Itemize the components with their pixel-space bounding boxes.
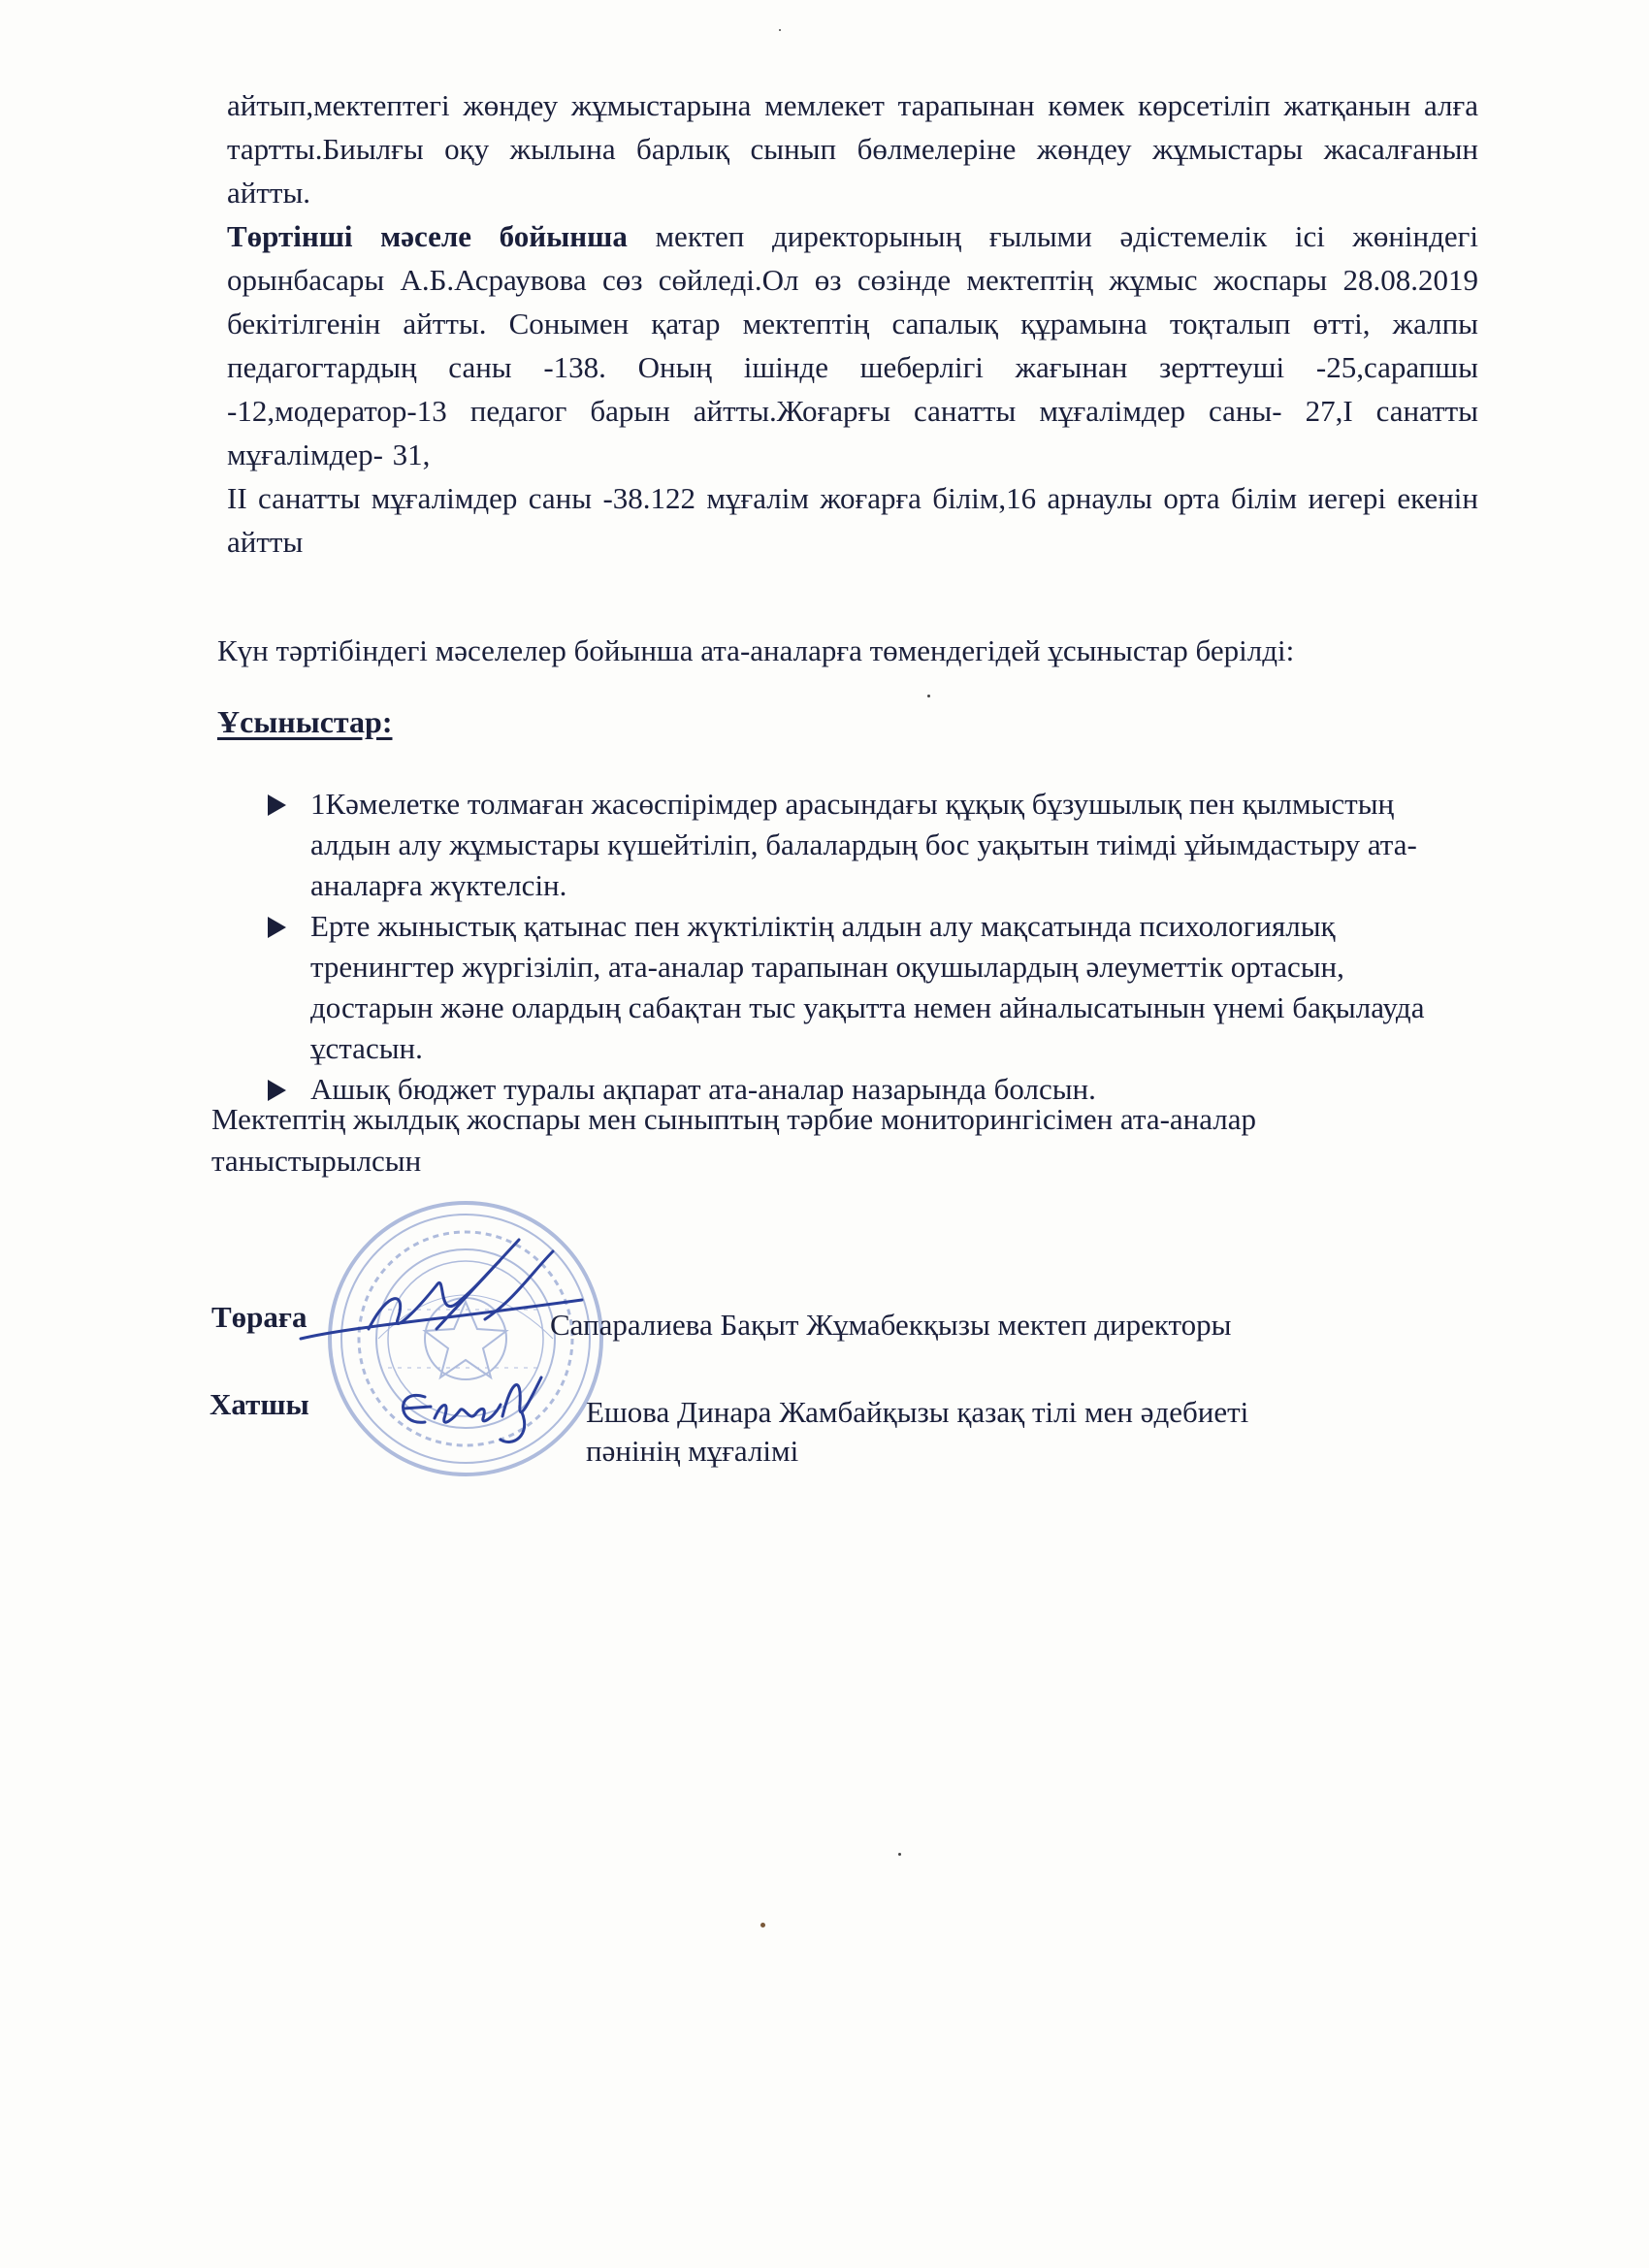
proposal-item — [268, 784, 1471, 906]
arrow-bullet-icon — [268, 794, 286, 816]
closing-paragraph: Мектептің жылдық жоспары мен сыныптың тәрбие мониторингісімен ата-аналар таныстырылсын — [211, 1102, 1257, 1178]
paragraph-fourth-issue — [227, 214, 1478, 476]
proposals-heading: Ұсыныстар: — [217, 704, 393, 739]
proposal-item — [268, 906, 1471, 1069]
proposals-list — [268, 784, 1471, 1110]
scan-speck — [760, 1923, 765, 1928]
chair-label: Төраға — [211, 1300, 307, 1334]
fourth-issue-body: мектеп директорының ғылыми әдістемелік ісі жөніндегі орынбасары А.Б.Асраувова сөз сөйледі.Ол өз сөзінде мектептің жұмыс жоспары 28.08.2019 бекітілгенін айтты. Сонымен қатар мектептің сапалық құрамына тоқталып өтті, жалпы педагогтардың саны -138. Оның ішінде шеберлігі жағынан зерттеуші -25,сарапшы -12,модератор-13 педагог барын айтты.Жоғарғы санатты мұғалімдер саны- 27,І санатты мұғалімдер- 31, — [227, 219, 1478, 471]
paragraph-renovation — [227, 83, 1478, 214]
secretary-label: Хатшы — [210, 1387, 309, 1421]
secretary-name-line1: Ешова Динара Жамбайқызы қазақ тілі мен әдебиеті — [586, 1395, 1249, 1429]
chair-signature-icon — [291, 1232, 601, 1377]
chair-name: Сапаралиева Бақыт Жұмабекқызы мектеп директоры — [550, 1308, 1232, 1342]
proposal-text: Ашық бюджет туралы ақпарат ата-аналар назарында болсын. — [310, 1072, 1096, 1106]
fourth-issue-lead: Төртінші мәселе бойынша — [227, 219, 628, 253]
paragraph-renovation-text: айтып,мектептегі жөндеу жұмыстарына мемлекет тарапынан көмек көрсетіліп жатқанын алға тартты.Биылғы оқу жылына барлық сынып бөлмелеріне жөндеу жұмыстары жасалғанын айтты. — [227, 88, 1478, 210]
proposal-text: 1Кәмелетке толмаған жасөспірімдер арасындағы құқық бұзушылық пен қылмыстың алдын алу жұмыстары күшейтіліп, балалардың бос уақытын тиімді ұйымдастыру ата-аналарға жүктелсін. — [310, 787, 1417, 902]
document-body — [227, 83, 1478, 564]
paragraph-teacher-categories — [227, 476, 1478, 564]
scan-speck — [898, 1853, 901, 1856]
scan-speck — [779, 29, 781, 31]
agenda-line: Күн тәртібіндегі мәселелер бойынша ата-аналарға төмендегідей ұсыныстар берілді: — [217, 633, 1295, 667]
proposal-text: Ерте жыныстық қатынас пен жүктіліктің алдын алу мақсатында психологиялық тренингтер жүргізіліп, ата-аналар тарапынан оқушылардың әлеуметтік ортасын, достарын және олардың сабақтан тыс уақытта немен айналысатынын үнемі бақылауда ұстасын. — [310, 909, 1425, 1065]
arrow-bullet-icon — [268, 917, 286, 938]
secretary-signature-icon — [386, 1358, 561, 1455]
teacher-categories-text: ІІ санатты мұғалімдер саны -38.122 мұғалім жоғарға білім,16 арнаулы орта білім иегері екенін айтты — [227, 481, 1478, 559]
scan-speck — [927, 695, 930, 697]
secretary-name-line2: пәнінің мұғалімі — [586, 1434, 799, 1468]
